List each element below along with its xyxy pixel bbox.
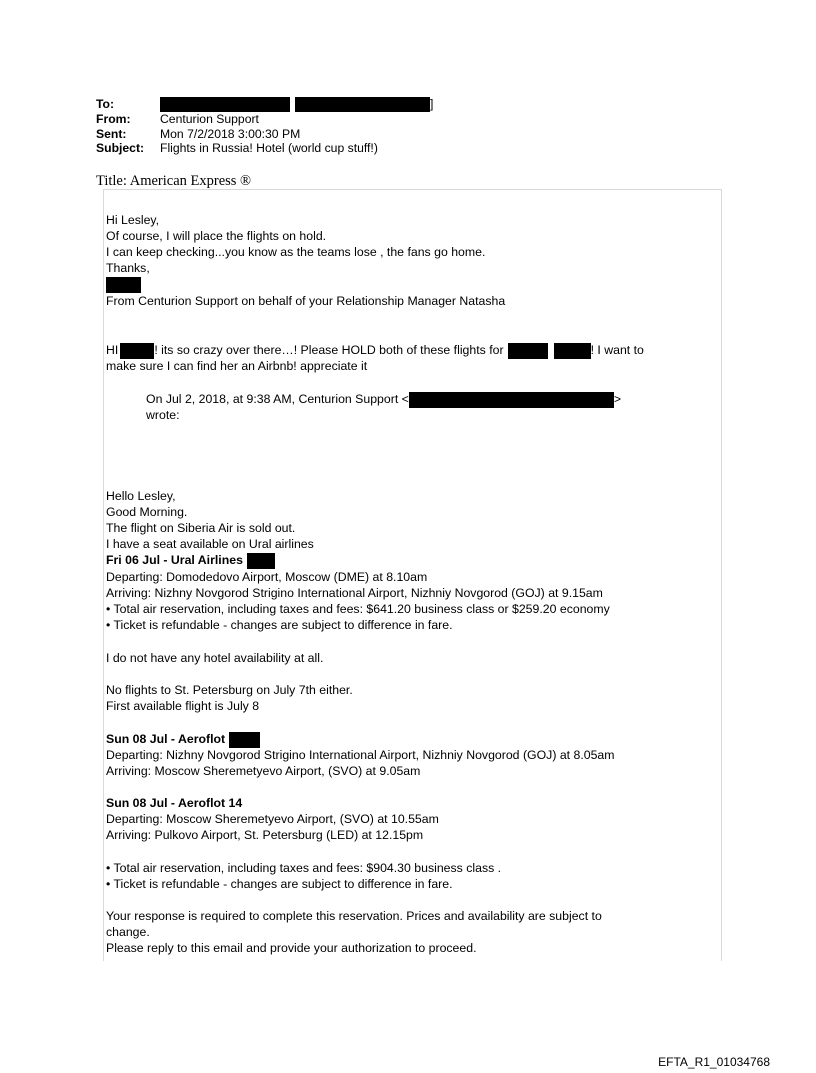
from-label: From: [96,112,131,127]
client-msg-part: HI [106,343,119,357]
redaction-block [554,343,591,359]
flight-title [106,552,275,569]
redaction-block [106,277,141,293]
client-message-line [106,342,644,359]
quote-suffix: > [613,392,622,406]
flight-title-text: Fri 06 Jul - Ural Airlines [106,553,243,567]
signature-redacted [106,276,141,293]
flight-bullet: • Total air reservation, including taxes and fees: $641.20 business class or $259.20 economy [106,602,610,616]
to-tail: ] [430,97,434,111]
original-line: Good Morning. [106,505,188,519]
original-line: No flights to St. Petersburg on July 7th either. [106,683,353,697]
reply-greeting: Hi Lesley, [106,213,160,227]
redaction-block [409,392,614,408]
response-line: change. [106,925,150,939]
flight-departing: Departing: Nizhny Novgorod Strigino International Airport, Nizhniy Novgorod (GOJ) at 8.05am [106,748,615,762]
flight-arriving: Arriving: Moscow Sheremetyevo Airport, (SVO) at 9.05am [106,764,421,778]
email-header [96,97,433,156]
quote-wrote: wrote: [146,408,180,422]
original-line: First available flight is July 8 [106,699,260,713]
client-msg-part: ! its so crazy over there…! Please HOLD both of these flights for [154,343,504,357]
original-line: I have a seat available on Ural airlines [106,537,314,551]
client-msg-part: ! I want to [590,343,644,357]
original-line: The flight on Siberia Air is sold out. [106,521,296,535]
subject-label: Subject: [96,141,145,156]
hotel-note: I do not have any hotel availability at all. [106,651,324,665]
from-value: Centurion Support [160,112,259,127]
from-row [96,112,433,127]
to-label: To: [96,97,115,111]
sent-value: Mon 7/2/2018 3:00:30 PM [160,126,301,141]
reply-signoff: From Centurion Support on behalf of your Relationship Manager Natasha [106,294,506,308]
document-id: EFTA_R1_01034768 [658,1055,770,1069]
to-row [96,97,433,112]
flight-bullet: • Ticket is refundable - changes are subject to difference in fare. [106,877,453,891]
flight-title-text: Sun 08 Jul - Aeroflot [106,732,226,746]
flight-arriving: Arriving: Pulkovo Airport, St. Petersburg (LED) at 12.15pm [106,828,424,842]
redaction-block [247,553,275,569]
document-title: Title: American Express ® [96,173,252,189]
redaction-block [160,97,290,112]
subject-value: Flights in Russia! Hotel (world cup stuff!) [160,141,378,156]
client-message-line: make sure I can find her an Airbnb! appreciate it [106,359,368,373]
redaction-block [295,97,430,112]
quote-attribution [146,391,621,408]
to-value [160,97,433,112]
redaction-block [508,343,548,359]
reply-line: Of course, I will place the flights on hold. [106,229,327,243]
flight-title [106,731,260,748]
flight-bullet: • Ticket is refundable - changes are subject to difference in fare. [106,618,453,632]
redaction-block [229,732,260,748]
reply-thanks: Thanks, [106,261,150,275]
original-line: Hello Lesley, [106,489,176,503]
flight-arriving: Arriving: Nizhny Novgorod Strigino International Airport, Nizhniy Novgorod (GOJ) at 9.15am [106,586,603,600]
sent-row [96,127,433,142]
sent-label: Sent: [96,126,127,141]
flight-title: Sun 08 Jul - Aeroflot 14 [106,796,243,810]
redaction-block [120,343,154,359]
quote-prefix: On Jul 2, 2018, at 9:38 AM, Centurion Support < [146,392,409,406]
reply-line: I can keep checking...you know as the teams lose , the fans go home. [106,245,486,259]
response-line: Please reply to this email and provide your authorization to proceed. [106,941,477,955]
flight-departing: Departing: Domodedovo Airport, Moscow (DME) at 8.10am [106,570,428,584]
subject-row [96,141,433,156]
response-line: Your response is required to complete this reservation. Prices and availability are subject to [106,909,602,923]
flight-bullet: • Total air reservation, including taxes and fees: $904.30 business class . [106,861,502,875]
flight-departing: Departing: Moscow Sheremetyevo Airport, (SVO) at 10.55am [106,812,439,826]
